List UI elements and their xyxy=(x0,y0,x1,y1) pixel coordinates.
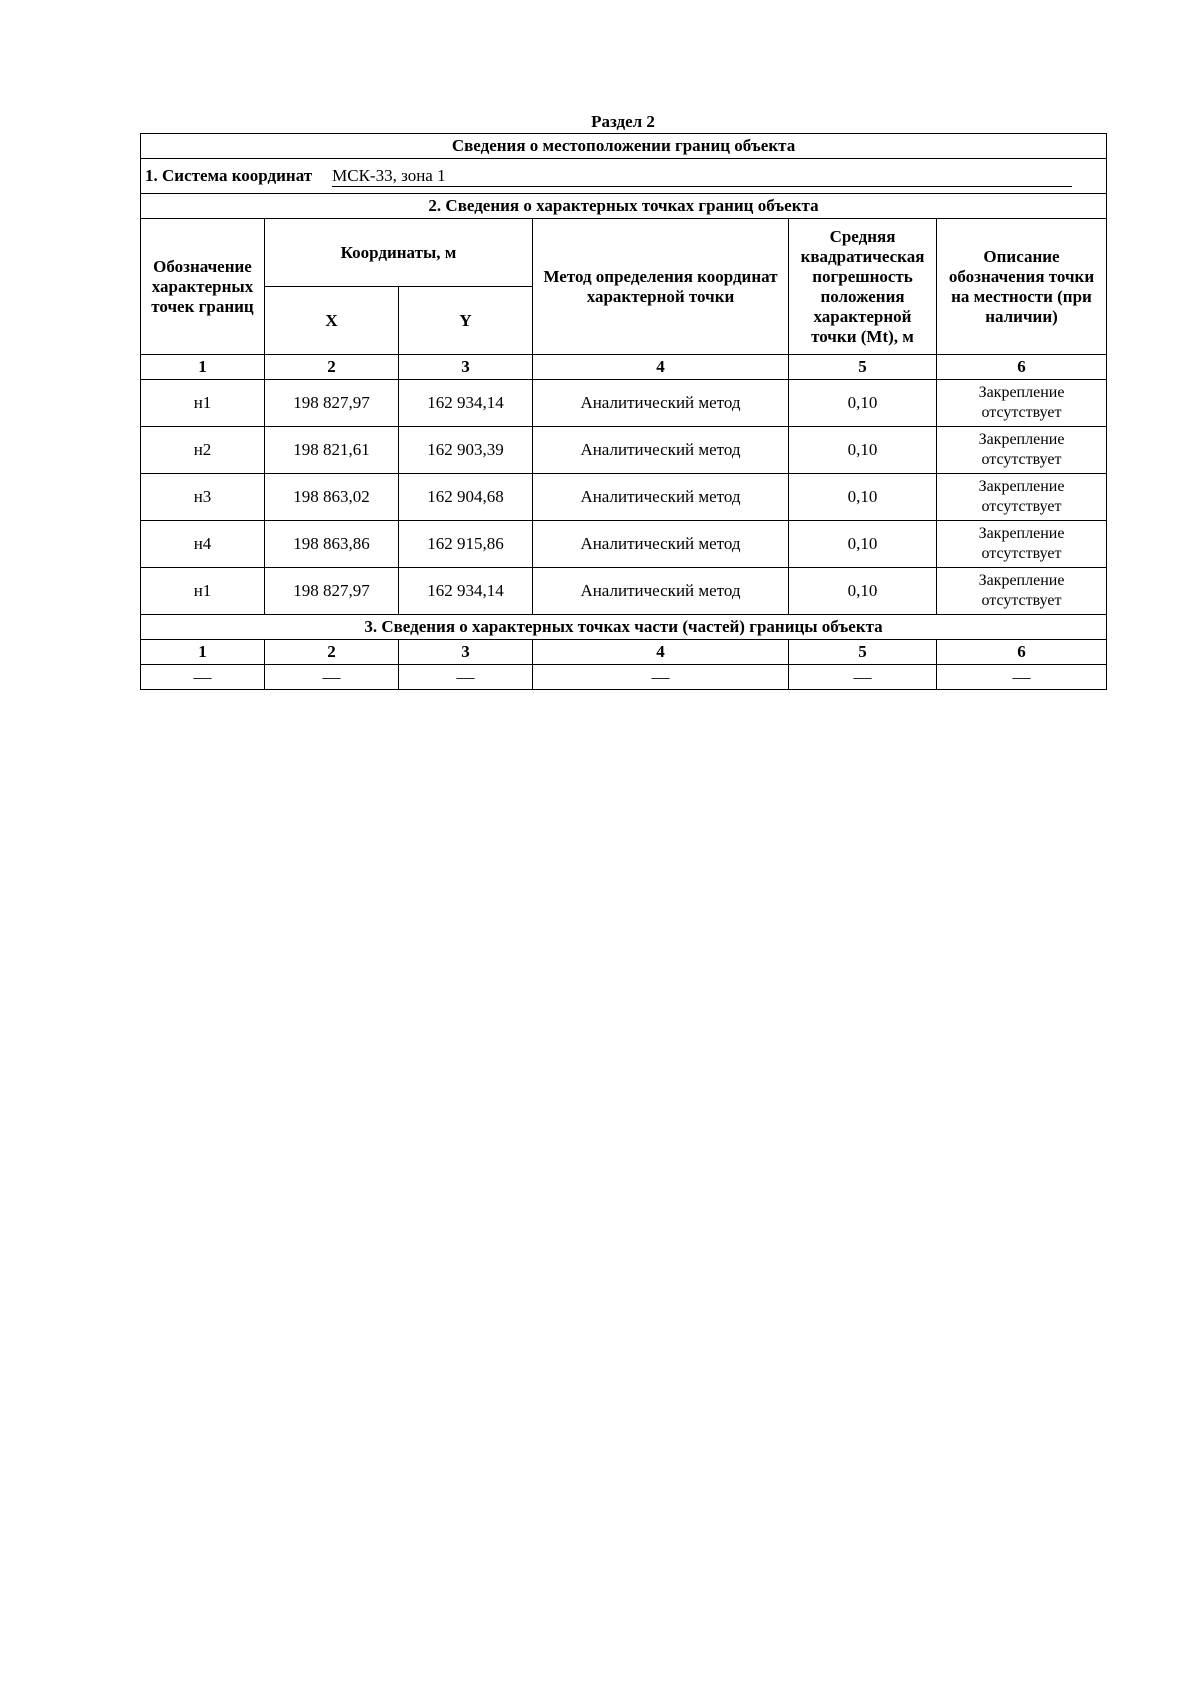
point-y: 162 934,14 xyxy=(399,568,533,615)
coordinate-system-cell xyxy=(141,159,1107,194)
point-id: н4 xyxy=(141,521,265,568)
table-row xyxy=(141,474,1107,521)
column-number: 2 xyxy=(265,355,399,380)
column-number: 2 xyxy=(265,640,399,665)
column-number: 4 xyxy=(533,640,789,665)
column-number: 1 xyxy=(141,355,265,380)
table-title: Сведения о местоположении границ объекта xyxy=(141,134,1107,159)
point-x: 198 863,02 xyxy=(265,474,399,521)
point-id: н1 xyxy=(141,380,265,427)
point-method: Аналитический метод xyxy=(533,521,789,568)
column-number: 3 xyxy=(399,640,533,665)
points-section-title: 2. Сведения о характерных точках границ объекта xyxy=(141,194,1107,219)
point-id: н2 xyxy=(141,427,265,474)
point-x: 198 863,86 xyxy=(265,521,399,568)
empty-dash: — xyxy=(141,665,265,690)
point-error: 0,10 xyxy=(789,521,937,568)
column-number: 6 xyxy=(937,355,1107,380)
table-row xyxy=(141,521,1107,568)
empty-dash: — xyxy=(533,665,789,690)
point-error: 0,10 xyxy=(789,427,937,474)
header-method: Метод определения координат характерной точки xyxy=(533,219,789,355)
column-number: 5 xyxy=(789,640,937,665)
column-header-row xyxy=(141,219,1107,287)
point-method: Аналитический метод xyxy=(533,568,789,615)
column-number: 4 xyxy=(533,355,789,380)
column-numbers-row xyxy=(141,355,1107,380)
point-y: 162 915,86 xyxy=(399,521,533,568)
header-designation: Обозначение характерных точек границ xyxy=(141,219,265,355)
coordinate-system-value: МСК-33, зона 1 xyxy=(332,166,1072,187)
table-row xyxy=(141,568,1107,615)
point-x: 198 827,97 xyxy=(265,568,399,615)
table-title-row xyxy=(141,134,1107,159)
point-y: 162 934,14 xyxy=(399,380,533,427)
parts-section-title-row xyxy=(141,615,1107,640)
coordinate-system-row xyxy=(141,159,1107,194)
points-section-title-row xyxy=(141,194,1107,219)
header-y: Y xyxy=(399,287,533,355)
header-x: X xyxy=(265,287,399,355)
section-title: Раздел 2 xyxy=(591,112,655,131)
point-description: Закрепление отсутствует xyxy=(937,568,1107,615)
point-description: Закрепление отсутствует xyxy=(937,427,1107,474)
parts-section-title: 3. Сведения о характерных точках части (частей) границы объекта xyxy=(141,615,1107,640)
parts-column-numbers-row xyxy=(141,640,1107,665)
header-error: Средняя квадратическая погрешность положения характерной точки (Mt), м xyxy=(789,219,937,355)
table-row xyxy=(141,427,1107,474)
point-description: Закрепление отсутствует xyxy=(937,521,1107,568)
header-description: Описание обозначения точки на местности (при наличии) xyxy=(937,219,1107,355)
empty-dash: — xyxy=(265,665,399,690)
coordinate-system-label: 1. Система координат xyxy=(145,165,313,185)
point-description: Закрепление отсутствует xyxy=(937,380,1107,427)
point-error: 0,10 xyxy=(789,474,937,521)
point-method: Аналитический метод xyxy=(533,380,789,427)
table-row xyxy=(141,380,1107,427)
point-id: н3 xyxy=(141,474,265,521)
empty-dash: — xyxy=(399,665,533,690)
boundary-table xyxy=(140,133,1107,690)
point-y: 162 903,39 xyxy=(399,427,533,474)
header-coordinates: Координаты, м xyxy=(265,219,533,287)
point-method: Аналитический метод xyxy=(533,427,789,474)
column-number: 6 xyxy=(937,640,1107,665)
column-number: 3 xyxy=(399,355,533,380)
point-id: н1 xyxy=(141,568,265,615)
parts-empty-row xyxy=(141,665,1107,690)
empty-dash: — xyxy=(937,665,1107,690)
point-error: 0,10 xyxy=(789,380,937,427)
empty-dash: — xyxy=(789,665,937,690)
point-x: 198 821,61 xyxy=(265,427,399,474)
point-error: 0,10 xyxy=(789,568,937,615)
point-x: 198 827,97 xyxy=(265,380,399,427)
column-number: 5 xyxy=(789,355,937,380)
point-description: Закрепление отсутствует xyxy=(937,474,1107,521)
column-number: 1 xyxy=(141,640,265,665)
point-y: 162 904,68 xyxy=(399,474,533,521)
point-method: Аналитический метод xyxy=(533,474,789,521)
